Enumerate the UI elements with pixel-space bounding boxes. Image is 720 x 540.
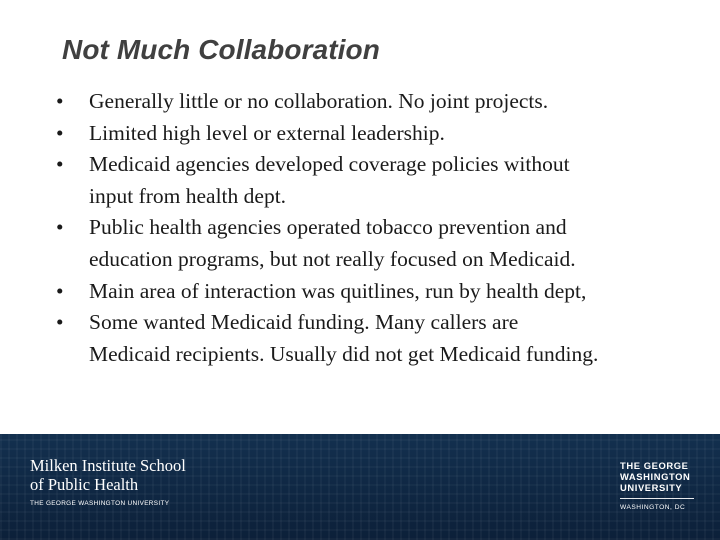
bullet-text-line: Limited high level or external leadership.	[89, 120, 445, 145]
gw-logo-line2: WASHINGTON	[620, 471, 691, 482]
bullet-text-line: input from health dept.	[89, 183, 287, 208]
gw-logo-city: WASHINGTON, DC	[620, 504, 686, 511]
gw-university-logo	[620, 460, 694, 511]
gw-logo-line3: UNIVERSITY	[620, 482, 683, 493]
bullet-item	[56, 212, 696, 275]
bullet-text-line: Public health agencies operated tobacco prevention and	[89, 215, 567, 240]
bullet-icon: •	[56, 215, 64, 240]
bullet-icon: •	[56, 310, 64, 335]
bullet-item	[56, 118, 696, 150]
gw-logo-line1: THE GEORGE	[620, 460, 689, 471]
bullet-icon: •	[56, 120, 64, 145]
bullet-item	[56, 307, 696, 370]
bullet-icon: •	[56, 152, 64, 177]
bullet-text-line: Generally little or no collaboration. No joint projects.	[89, 89, 549, 113]
slide-title: Not Much Collaboration	[62, 34, 380, 65]
bullet-text-line: education programs, but not really focused on Medicaid.	[89, 246, 576, 271]
bullet-text-line: Medicaid recipients. Usually did not get Medicaid funding.	[89, 341, 599, 366]
milken-institute-logo	[30, 456, 186, 507]
bullet-icon: •	[56, 278, 64, 303]
bullet-item	[56, 149, 696, 212]
bullet-icon: •	[56, 89, 64, 113]
gw-logo-divider	[620, 498, 694, 499]
bullet-text-line: Medicaid agencies developed coverage policies without	[89, 152, 570, 177]
bullet-item	[56, 276, 696, 308]
bullet-item	[56, 86, 696, 118]
milken-logo-line1: Milken Institute School	[30, 456, 186, 475]
bullet-text-line: Main area of interaction was quitlines, run by health dept,	[89, 278, 587, 303]
bullet-text-line: Some wanted Medicaid funding. Many callers are	[89, 310, 519, 335]
bullet-list	[56, 86, 696, 370]
milken-logo-line2: of Public Health	[30, 475, 139, 494]
milken-logo-line3: THE GEORGE WASHINGTON UNIVERSITY	[30, 500, 170, 507]
